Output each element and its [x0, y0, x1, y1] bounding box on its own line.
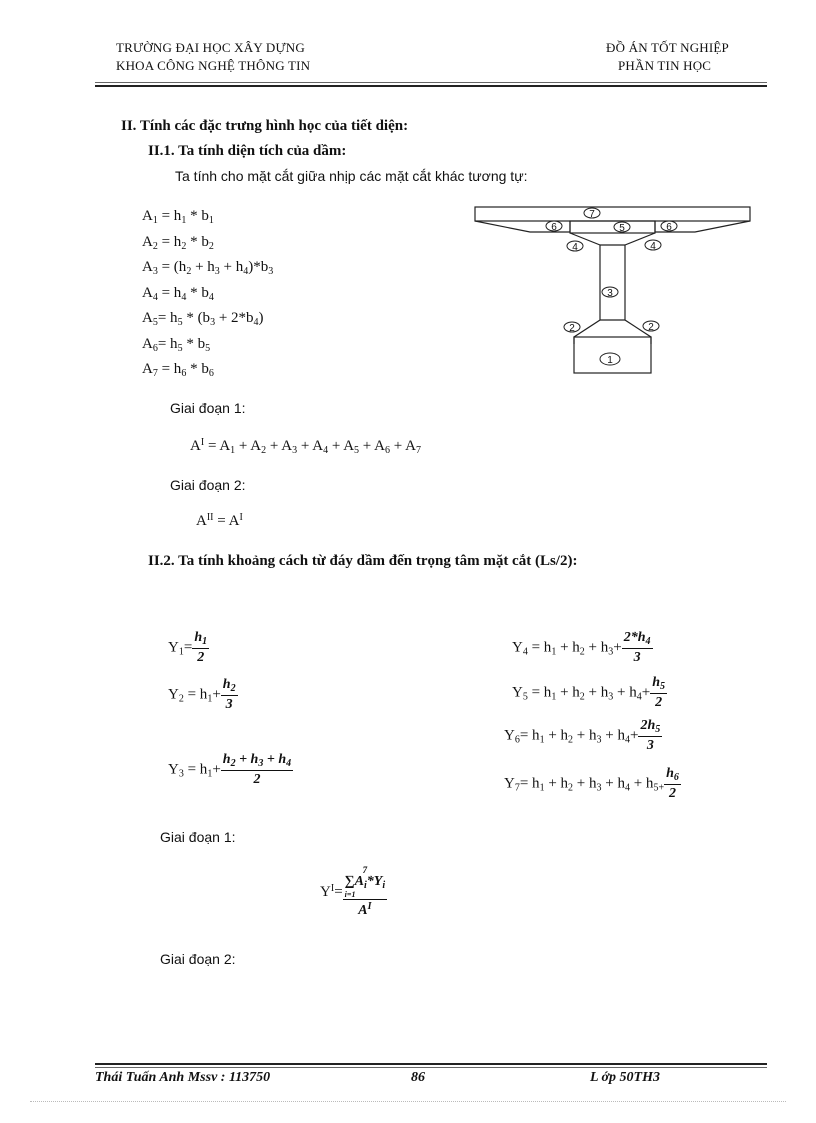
label-7	[584, 208, 600, 220]
label-2-right	[643, 321, 659, 333]
formula-a3: $A_3 = (h_2 + h_3 + h_4)*b_3$	[142, 259, 274, 277]
beam-cross-section-diagram	[470, 202, 755, 377]
stage1-label-area: Giai đoạn 1:	[170, 400, 246, 416]
formula-a1: $A_1 = h_1 * b_1$	[142, 208, 214, 226]
svg-text:4: 4	[572, 242, 578, 253]
label-4-left	[567, 241, 583, 253]
page-bottom-dotted-border	[30, 1101, 786, 1102]
formula-y6: $Y_6= h_1 + h_2 + h_3 + h_4+$ $\frac{2h_5}{3}$	[504, 718, 661, 753]
svg-text:6: 6	[666, 222, 672, 233]
svg-text:7: 7	[589, 209, 595, 220]
label-6-right	[661, 221, 677, 233]
svg-text:3: 3	[607, 288, 613, 299]
footer-rule-thick	[95, 1063, 767, 1065]
subsection-area-title: II.1. Ta tính diện tích của dầm:	[148, 143, 347, 159]
label-6-left	[546, 221, 562, 233]
svg-text:2: 2	[569, 323, 575, 334]
label-5	[614, 222, 630, 234]
formula-a6: $A_6= h_5 * b_5$	[142, 335, 211, 354]
header-part: PHẦN TIN HỌC	[618, 58, 712, 73]
label-3	[602, 287, 618, 299]
formula-y3: $Y_3 = h_1+$ $\frac{h_2 + h_3 + h_4}{2}$	[168, 752, 292, 787]
intro-text: Ta tính cho mặt cắt giữa nhịp các mặt cắt khác tương tự:	[175, 168, 528, 184]
centroid-stage1-formula: $Y^I=$ 7 $\sum A_i*Y_i$ i=1 $A^I$	[320, 865, 386, 918]
header-school: TRƯỜNG ĐẠI HỌC XÂY DỰNG	[116, 40, 305, 55]
svg-text:2: 2	[648, 322, 654, 333]
label-1	[600, 353, 620, 366]
svg-text:1: 1	[607, 355, 613, 366]
header-faculty: KHOA CÔNG NGHỆ THÔNG TIN	[116, 58, 311, 73]
formula-y4: $Y_4 = h_1 + h_2 + h_3+$ $\frac{2*h_4}{3}$	[512, 630, 651, 665]
total-area-stage2-formula: $A^{II} = A^I$	[196, 512, 243, 529]
header-rule-thin	[95, 82, 767, 83]
footer-rule-thin	[95, 1067, 767, 1068]
header-rule-thick	[95, 85, 767, 87]
label-4-right	[645, 240, 661, 252]
stage2-label-centroid: Giai đoạn 2:	[160, 951, 236, 967]
formula-y1: $Y_1=$ $\frac{h_1}{2}$	[168, 630, 208, 665]
formula-a4: $A_4 = h_4 * b_4$	[142, 284, 214, 303]
svg-text:4: 4	[650, 241, 656, 252]
footer-page-number: 86	[411, 1070, 425, 1085]
subsection-centroid-title: II.2. Ta tính khoảng cách từ đáy dầm đến trọng tâm mặt cắt (Ls/2):	[148, 553, 578, 569]
flange-rect	[475, 207, 750, 221]
total-area-stage1-formula: $A^I = A_1 + A_2 + A_3 + A_4 + A_5 + A_6 + A_7$	[190, 437, 421, 456]
section-title: II. Tính các đặc trưng hình học của tiết diện:	[121, 118, 409, 134]
stage1-label-centroid: Giai đoạn 1:	[160, 829, 236, 845]
formula-a5: $A_5= h_5 * (b_3 + 2*b_4)$	[142, 310, 264, 328]
label-2-left	[564, 322, 580, 334]
formula-y7: $Y_7= h_1 + h_2 + h_3 + h_4 + h_{5+}$ $\frac{h_6}{2}$	[504, 766, 679, 801]
footer-class: L ớp 50TH3	[590, 1070, 660, 1085]
stage2-label-area: Giai đoạn 2:	[170, 477, 246, 493]
formula-a2: $A_2 = h_2 * b_2$	[142, 233, 214, 252]
deck-center	[570, 221, 655, 233]
formula-y5: $Y_5 = h_1 + h_2 + h_3 + h_4+$ $\frac{h_5}{2}$	[512, 675, 665, 710]
formula-a7: $A_7 = h_6 * b_6$	[142, 361, 214, 379]
header-project: ĐỒ ÁN TỐT NGHIỆP	[606, 40, 729, 55]
svg-text:6: 6	[551, 222, 557, 233]
formula-y2: $Y_2 = h_1+$ $\frac{h_2}{3}$	[168, 677, 236, 712]
svg-text:5: 5	[619, 223, 625, 234]
footer-author: Thái Tuấn Anh Mssv : 113750	[95, 1070, 271, 1085]
area-formulas	[142, 206, 273, 385]
